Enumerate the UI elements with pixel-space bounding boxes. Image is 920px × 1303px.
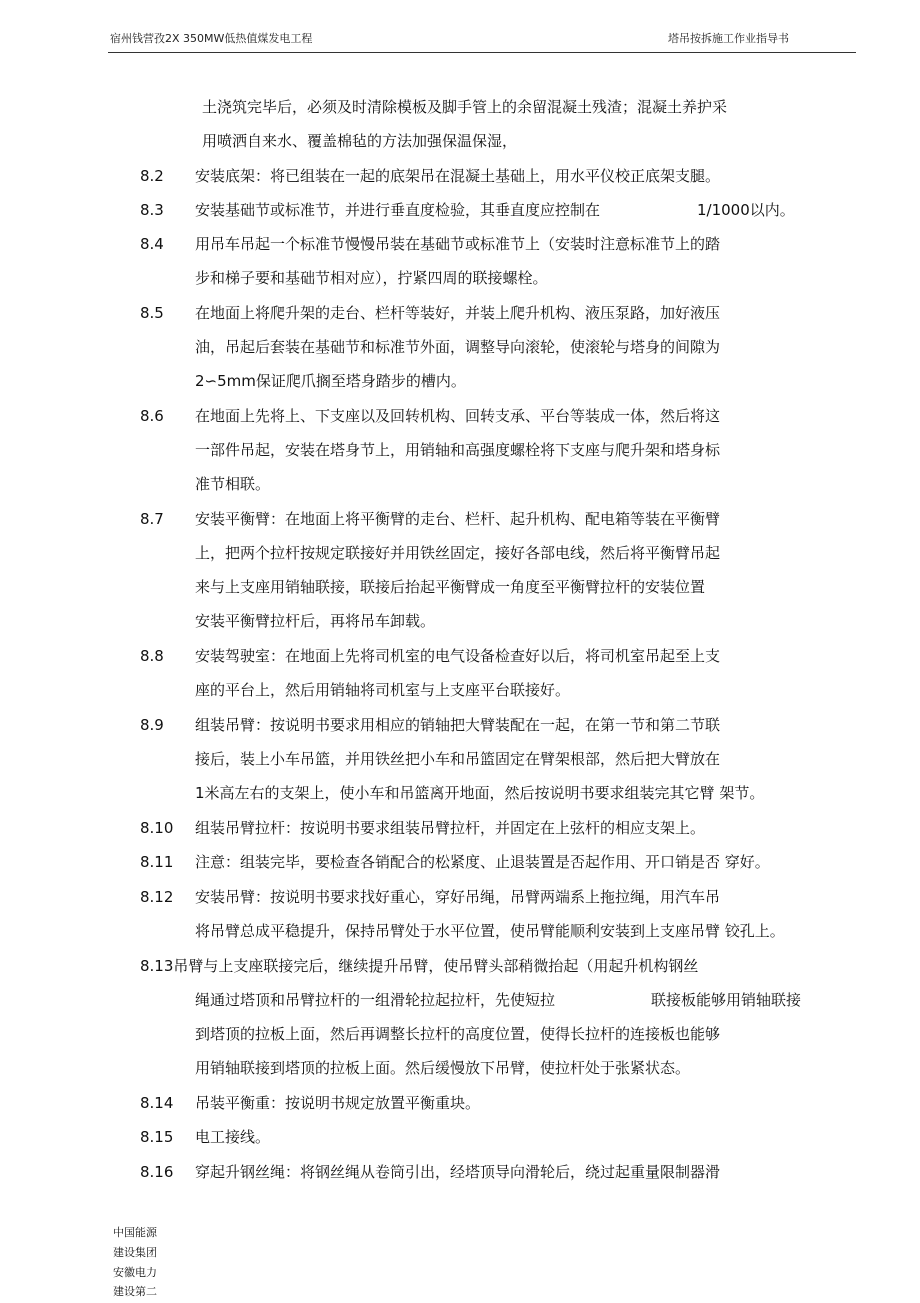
paragraph-line: 组装吊臂拉杆：按说明书要求组装吊臂拉杆，并固定在上弦杆的相应支架上。	[195, 819, 706, 837]
paragraph-line: 上，把两个拉杆按规定联接好并用铁丝固定，接好各部电线，然后将平衡臂吊起	[195, 544, 721, 562]
paragraph-line: 在地面上先将上、下支座以及回转机构、回转支承、平台等装成一体，然后将这	[195, 407, 721, 425]
item-number: 8.16	[140, 1163, 174, 1181]
footer-org-line: 建设集团	[113, 1246, 157, 1259]
item-number: 8.2	[140, 167, 164, 185]
item-number: 8.9	[140, 716, 164, 734]
item-number: 8.14	[140, 1094, 174, 1112]
item-number: 8.11	[140, 853, 174, 871]
paragraph-line: 组装吊臂：按说明书要求用相应的销轴把大臂装配在一起，在第一节和第二节联	[195, 716, 721, 734]
paragraph-line: 将吊臂总成平稳提升，保持吊臂处于水平位置，使吊臂能顺利安装到上支座吊臂 铰孔上。	[195, 922, 785, 940]
paragraph-line: 8.13吊臂与上支座联接完后，继续提升吊臂，使吊臂头部稍微抬起（用起升机构钢丝	[140, 957, 699, 975]
paragraph-line: 吊装平衡重：按说明书规定放置平衡重块。	[195, 1094, 481, 1112]
item-number: 8.3	[140, 201, 164, 219]
paragraph-line: 步和梯子要和基础节相对应），拧紧四周的联接螺栓。	[195, 269, 548, 287]
paragraph-line: 座的平台上，然后用销轴将司机室与上支座平台联接好。	[195, 681, 571, 699]
paragraph-line: 接后，装上小车吊篮，并用铁丝把小车和吊篮固定在臂架根部，然后把大臂放在	[195, 750, 721, 768]
paragraph-line: 安装平衡臂拉杆后，再将吊车卸载。	[195, 612, 436, 630]
item-number: 8.8	[140, 647, 164, 665]
paragraph-line: 绳通过塔顶和吊臂拉杆的一组滑轮拉起拉杆，先使短拉	[195, 991, 556, 1009]
paragraph-line: 在地面上将爬升架的走台、栏杆等装好，并装上爬升机构、液压泵路，加好液压	[195, 304, 721, 322]
item-number: 8.12	[140, 888, 174, 906]
footer-org-line: 安徽电力	[113, 1266, 157, 1279]
item-number: 8.5	[140, 304, 164, 322]
item-number: 8.4	[140, 235, 164, 253]
item-number: 8.7	[140, 510, 164, 528]
paragraph-line: 2∽5mm保证爬爪搁至塔身踏步的槽内。	[195, 372, 466, 390]
paragraph-line: 油，吊起后套装在基础节和标准节外面，调整导向滚轮，使滚轮与塔身的间隙为	[195, 338, 721, 356]
item-number: 8.10	[140, 819, 174, 837]
paragraph-line: 安装基础节或标准节，并进行垂直度检验，其垂直度应控制在	[195, 201, 601, 219]
paragraph-line: 注意：组装完毕，要检查各销配合的松紧度、止退装置是否起作用、开口销是否 穿好。	[195, 853, 770, 871]
footer-org-line: 中国能源	[113, 1226, 157, 1239]
paragraph-line: 安装驾驶室：在地面上先将司机室的电气设备检查好以后，将司机室吊起至上支	[195, 647, 721, 665]
paragraph-line: 一部件吊起，安装在塔身节上，用销轴和高强度螺栓将下支座与爬升架和塔身标	[195, 441, 721, 459]
paragraph-line: 用销轴联接到塔顶的拉板上面。然后缓慢放下吊臂，使拉杆处于张紧状态。	[195, 1059, 691, 1077]
paragraph-line: 穿起升钢丝绳：将钢丝绳从卷筒引出，经塔顶导向滑轮后，绕过起重量限制器滑	[195, 1163, 721, 1181]
header-document-title: 塔吊按拆施工作业指导书	[668, 32, 789, 45]
paragraph-line: 土浇筑完毕后，必须及时清除模板及脚手管上的余留混凝土残渣；混凝土养护采	[202, 98, 728, 116]
paragraph-line: 准节相联。	[195, 475, 271, 493]
paragraph-line: 安装吊臂：按说明书要求找好重心，穿好吊绳，吊臂两端系上拖拉绳，用汽车吊	[195, 888, 721, 906]
header-project-title: 宿州钱营孜2Ⅹ 350MW低热值煤发电工程	[110, 32, 313, 45]
paragraph-line: 来与上支座用销轴联接，联接后抬起平衡臂成一角度至平衡臂拉杆的安装位置	[195, 578, 706, 596]
paragraph-line: 联接板能够用销轴联接	[651, 991, 802, 1009]
paragraph-line: 用喷洒自来水、覆盖棉毡的方法加强保温保湿，	[202, 132, 518, 150]
footer-org-line: 建设第二	[113, 1285, 157, 1298]
item-number: 8.6	[140, 407, 164, 425]
paragraph-line: 用吊车吊起一个标准节慢慢吊装在基础节或标准节上（安装时注意标准节上的踏	[195, 235, 721, 253]
paragraph-line: 安装平衡臂：在地面上将平衡臂的走台、栏杆、起升机构、配电箱等装在平衡臂	[195, 510, 721, 528]
item-number: 8.15	[140, 1128, 174, 1146]
paragraph-line: 安装底架：将已组装在一起的底架吊在混凝土基础上，用水平仪校正底架支腿。	[195, 167, 721, 185]
paragraph-line: 到塔顶的拉板上面，然后再调整长拉杆的高度位置，使得长拉杆的连接板也能够	[195, 1025, 721, 1043]
paragraph-line: 1/1000以内。	[697, 201, 795, 219]
paragraph-line: 1米高左右的支架上，使小车和吊篮离开地面，然后按说明书要求组装完其它臂 架节。	[195, 784, 765, 802]
paragraph-line: 电工接线。	[195, 1128, 271, 1146]
header-rule	[108, 52, 856, 53]
